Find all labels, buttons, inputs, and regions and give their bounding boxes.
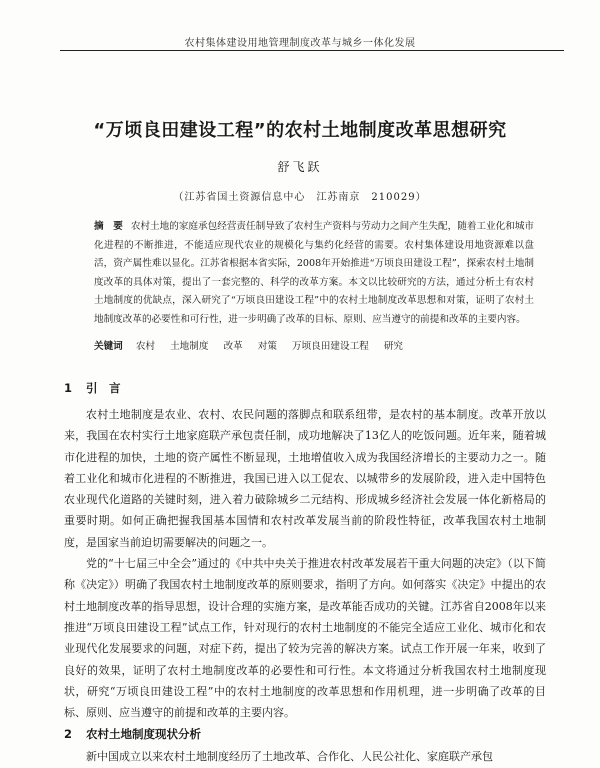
abstract-label: 摘 要 xyxy=(94,221,123,232)
keyword: 万顷良田建设工程 xyxy=(292,341,369,352)
keywords xyxy=(94,338,534,352)
section-number: 2 xyxy=(64,727,73,741)
section-title-text: 农村土地制度现状分析 xyxy=(86,727,202,741)
author-name: 舒飞跃 xyxy=(277,160,323,174)
keyword: 对策 xyxy=(257,341,277,352)
keyword: 研究 xyxy=(383,341,404,352)
author-affiliation: （江苏省国土资源信息中心 江苏南京 210029） xyxy=(173,192,427,203)
section-heading-introduction xyxy=(64,380,121,396)
section-body-introduction xyxy=(64,404,546,723)
abstract xyxy=(94,218,534,330)
paragraph: 党的“十七届三中全会”通过的《中共中央关于推进农村改革发展若干重大问题的决定》（以下简称《决定》）明确了我国农村土地制度改革的原则要求，指明了方向。如何落实《决定》中提出的农村土地制度改革的指导思想，设计合理的实施方案，是改革能否成功的关键。江苏省自2008年以来推进“万顷良田建设工程”试点工作，针对现行的农村土地制度的不能完全适应工业化、城市化和农业现代化发展要求的问题，对症下药，提出了较为完善的解决方案。试点工作开展一年来，收到了良好的效果，证明了农村土地制度改革的必要性和可行性。本文将通过分析我国农村土地制度现状，研究“万顷良田建设工程”中的农村土地制度的改革思想和作用机理，进一步明确了改革的目标、原则、应当遵守的前提和改革的主要内容。 xyxy=(64,557,546,720)
section-title-text: 引 言 xyxy=(86,381,121,395)
paper-title: “万顷良田建设工程”的农村土地制度改革思想研究 xyxy=(93,120,507,141)
keyword: 改革 xyxy=(223,341,243,352)
keyword: 土地制度 xyxy=(170,341,209,352)
paragraph: 新中国成立以来农村土地制度经历了土地改革、合作化、人民公社化、家庭联产承包 xyxy=(86,750,493,763)
section-heading-status xyxy=(64,726,201,742)
abstract-text: 农村土地的家庭承包经营责任制导致了农村生产资料与劳动力之间产生失配，随着工业化和城市化进程的不断推进，不能适应现代农业的规模化与集约化经营的需要。农村集体建设用地资源难以盘活，资产属性难以显化。江苏省根据本省实际，2008年开始推进“万顷良田建设工程”，探索农村土地制度改革的具体对策，提出了一套完整的、科学的改革方案。本文以比较研究的方法，通过分析土有农村土地制度的优缺点，深入研究了“万顷良田建设工程”中的农村土地制度改革思想和对策，证明了农村土地制度改革的必要性和可行性，进一步明确了改革的目标、原则、应当遵守的前提和改革的主要内容。 xyxy=(94,221,535,325)
keyword: 农村 xyxy=(135,341,156,352)
running-header: 农村集体建设用地管理制度改革与城乡一体化发展 xyxy=(184,38,416,49)
section-number: 1 xyxy=(64,381,73,395)
header-rule xyxy=(60,50,564,51)
keywords-label: 关键词 xyxy=(94,341,123,352)
section-body-status xyxy=(64,746,546,767)
paragraph: 农村土地制度是农业、农村、农民问题的落脚点和联系纽带，是农村的基本制度。改革开放以来，我国在农村实行土地家庭联产承包责任制，成功地解决了13亿人的吃饭问题。近年来，随着城市化进程的加快，土地的资产属性不断显现，土地增值收入成为我国经济增长的主要动力之一。随着工业化和城市化进程的不断推进，我国已进入以工促农、以城带乡的发展阶段，进入走中国特色农业现代化道路的关键时刻，进入着力破除城乡二元结构、形成城乡经济社会发展一体化新格局的重要时期。如何正确把握我国基本国情和农村改革发展当前的阶段性特征，改革我国农村土地制度，是国家当前迫切需要解决的问题之一。 xyxy=(64,408,546,549)
